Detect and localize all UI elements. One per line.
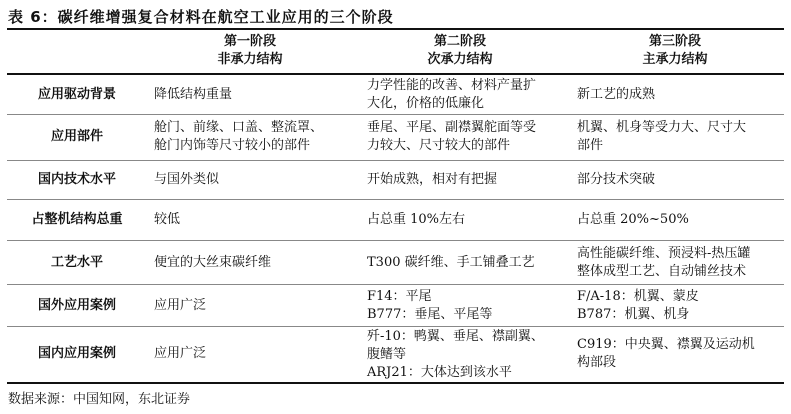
cell-line: 腹鳍等 <box>367 347 407 362</box>
cell-line: 占总重 20%~50% <box>577 212 689 227</box>
cell-line: 较低 <box>154 212 181 227</box>
row-domestic-cases-stage-3 <box>577 336 787 372</box>
cell-line: T300 碳纤维、手工铺叠工艺 <box>367 255 535 270</box>
row-foreign-cases-stage-2 <box>367 288 572 324</box>
cell-line: 新工艺的成熟 <box>577 87 656 102</box>
cell-line: 舱门内饰等尺寸较小的部件 <box>154 138 311 153</box>
header-stage-1-title: 第一阶段 <box>223 34 276 49</box>
header-stage-2 <box>360 33 560 69</box>
row-domestic-cases-stage-1 <box>154 345 359 363</box>
row-components-stage-1 <box>154 119 364 155</box>
header-stage-3-subtitle: 主承力结构 <box>642 52 708 67</box>
row-driver-stage-3 <box>577 86 782 104</box>
data-source: 数据来源：中国知网，东北证券 <box>8 392 191 407</box>
cell-line: 力较大、尺寸较大的部件 <box>367 138 511 153</box>
row-label-process: 工艺水平 <box>50 255 103 270</box>
cell-line: 应用广泛 <box>154 346 207 361</box>
row-domestic-tech-stage-1 <box>154 171 359 189</box>
row-driver-stage-1 <box>154 86 359 104</box>
header-stage-1-subtitle: 非承力结构 <box>217 52 283 67</box>
cell-line: 歼-10：鸭翼、垂尾、襟副翼、 <box>367 329 544 344</box>
row-divider <box>7 160 784 161</box>
row-divider <box>7 284 784 285</box>
header-stage-1 <box>150 33 350 69</box>
cell-line: 高性能碳纤维、预浸料-热压罐 <box>577 246 751 261</box>
cell-line: 构部段 <box>577 355 617 370</box>
cell-line: 降低结构重量 <box>154 87 233 102</box>
cell-line: 便宜的大丝束碳纤维 <box>154 255 272 270</box>
row-weight-share-stage-1 <box>154 211 359 229</box>
row-components-stage-2 <box>367 119 577 155</box>
header-stage-3 <box>570 33 780 69</box>
row-label-driver: 应用驱动背景 <box>37 87 116 102</box>
row-divider <box>7 199 784 200</box>
row-label-components: 应用部件 <box>50 129 103 144</box>
row-divider <box>7 240 784 241</box>
row-foreign-cases-stage-1 <box>154 297 359 315</box>
table-title: 表 6：碳纤维增强复合材料在航空工业应用的三个阶段 <box>8 8 394 26</box>
row-divider <box>7 114 784 115</box>
cell-line: 部分技术突破 <box>577 172 656 187</box>
cell-line: 舱门、前缘、口盖、整流罩、 <box>154 120 324 135</box>
cell-line: 垂尾、平尾、副襟翼舵面等受 <box>367 120 537 135</box>
row-label-foreign-cases: 国外应用案例 <box>37 298 116 313</box>
cell-line: F/A-18：机翼、蒙皮 <box>577 289 699 304</box>
row-domestic-tech-stage-2 <box>367 171 572 189</box>
row-label-weight-share: 占整机结构总重 <box>31 212 123 227</box>
bottom-rule <box>7 382 784 384</box>
row-domestic-cases-stage-2 <box>367 328 572 382</box>
row-process-stage-2 <box>367 254 572 272</box>
cell-line: C919：中央翼、襟翼及运动机 <box>577 337 755 352</box>
cell-line: B777：垂尾、平尾等 <box>367 307 493 322</box>
cell-line: 整体成型工艺、自动铺丝技术 <box>577 264 747 279</box>
top-rule <box>7 28 784 30</box>
cell-line: 大化，价格的低廉化 <box>367 96 485 111</box>
row-divider <box>7 326 784 327</box>
row-label-domestic-tech: 国内技术水平 <box>37 172 116 187</box>
row-domestic-tech-stage-3 <box>577 171 782 189</box>
cell-line: F14：平尾 <box>367 289 432 304</box>
header-stage-3-title: 第三阶段 <box>648 34 701 49</box>
row-process-stage-1 <box>154 254 359 272</box>
row-label-domestic-cases: 国内应用案例 <box>37 346 116 361</box>
cell-line: 机翼、机身等受力大、尺寸大 <box>577 120 747 135</box>
cell-line: ARJ21：大体达到该水平 <box>367 365 512 380</box>
cell-line: 应用广泛 <box>154 298 207 313</box>
row-components-stage-3 <box>577 119 787 155</box>
row-process-stage-3 <box>577 245 787 281</box>
cell-line: 部件 <box>577 138 604 153</box>
header-stage-2-subtitle: 次承力结构 <box>427 52 493 67</box>
cell-line: 力学性能的改善、材料产量扩 <box>367 78 537 93</box>
cell-line: 开始成熟，相对有把握 <box>367 172 498 187</box>
row-weight-share-stage-2 <box>367 211 572 229</box>
header-rule <box>7 73 784 75</box>
cell-line: 与国外类似 <box>154 172 220 187</box>
cell-line: 占总重 10%左右 <box>367 212 466 227</box>
row-driver-stage-2 <box>367 77 572 113</box>
header-stage-2-title: 第二阶段 <box>433 34 486 49</box>
row-foreign-cases-stage-3 <box>577 288 782 324</box>
row-weight-share-stage-3 <box>577 211 782 229</box>
cell-line: B787：机翼、机身 <box>577 307 690 322</box>
